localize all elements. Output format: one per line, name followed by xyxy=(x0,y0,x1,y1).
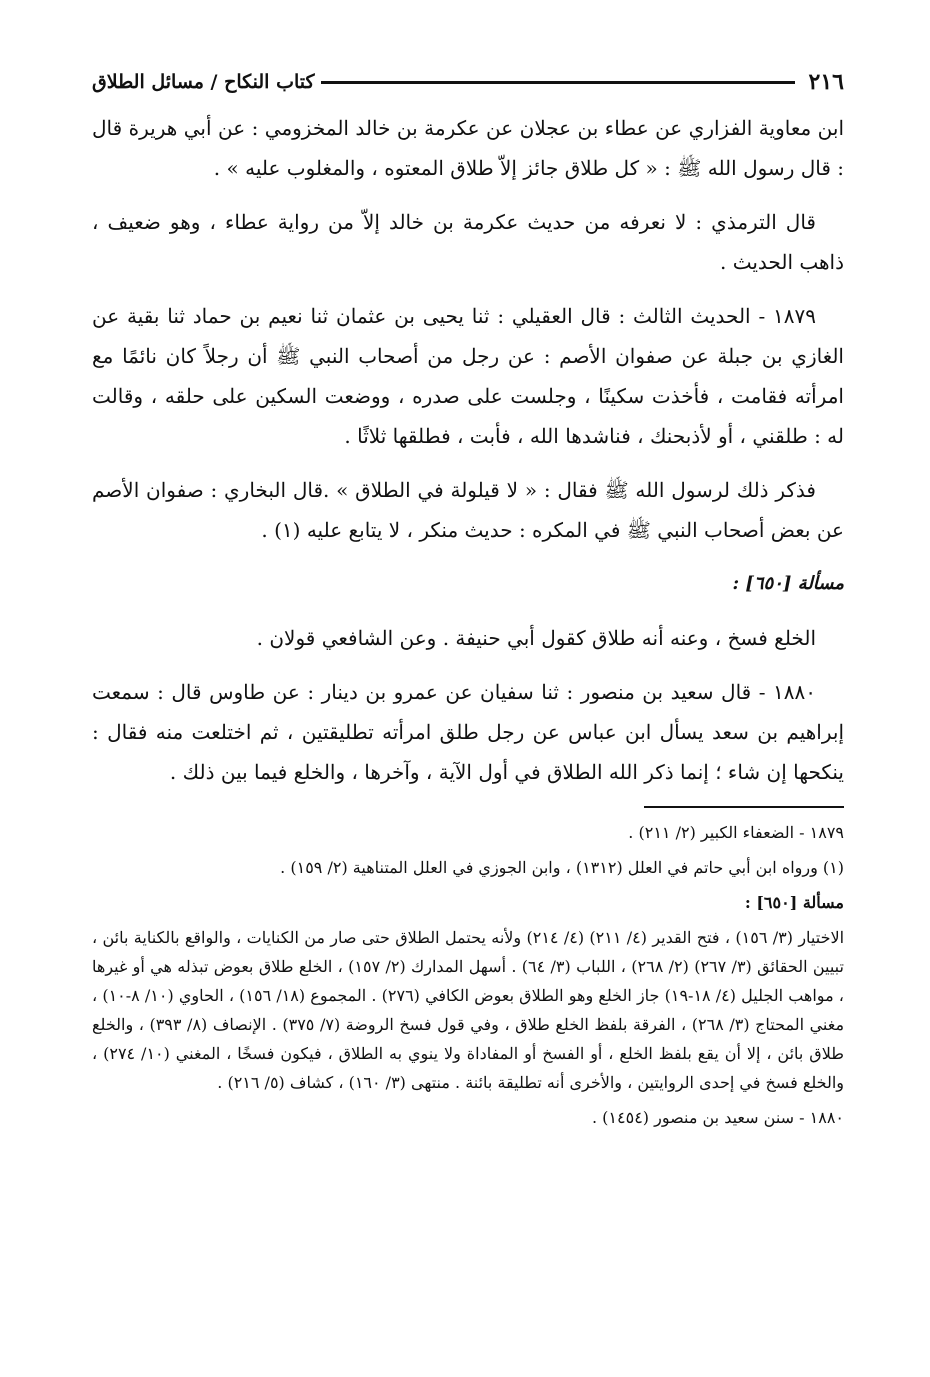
header-rule xyxy=(321,81,795,84)
page-number: ٢١٦ xyxy=(808,69,844,95)
paragraph-tirmidhi: قال الترمذي : لا نعرفه من حديث عكرمة بن خالد إلاّ من رواية عطاء ، وهو ضعيف ، ذاهب الحديث . xyxy=(92,210,844,274)
paragraph-hadith-continuation: ابن معاوية الفزاري عن عطاء بن عجلان عن عكرمة بن خالد المخزومي : عن أبي هريرة قال : قال رسول الله ﷺ : « كل طلاق جائز إلاّ طلاق المعتوه ، والمغلوب عليه » . xyxy=(92,116,844,180)
footnote-separator xyxy=(644,806,844,808)
paragraph-khul: الخلع فسخ ، وعنه أنه طلاق كقول أبي حنيفة . وعن الشافعي قولان . xyxy=(256,626,816,650)
paragraph-bukhari: فذكر ذلك لرسول الله ﷺ فقال : « لا قيلولة في الطلاق » .قال البخاري : صفوان الأصم عن بعض أصحاب النبي ﷺ في المكره : حديث منكر ، لا يتابع عليه (١) . xyxy=(92,478,844,542)
main-text xyxy=(92,108,844,792)
footnote-masala-heading: مسألة [٦٥٠] : xyxy=(744,893,844,912)
book-page xyxy=(92,62,844,1362)
masala-heading: مسألة [٦٥٠] : xyxy=(732,573,844,594)
running-title: كتاب النكاح / مسائل الطلاق xyxy=(92,71,315,93)
footnote-1: (١) ورواه ابن أبي حاتم في العلل (١٣١٢) ، وابن الجوزي في العلل المتناهية (٢/ ١٥٩) . xyxy=(280,858,844,877)
paragraph-hadith-1880: ١٨٨٠ - قال سعيد بن منصور : ثنا سفيان عن عمرو بن دينار : عن طاوس قال : سمعت إبراهيم بن سعد يسأل ابن عباس عن رجل طلق امرأته تطليقتين ، ثم اختلعت منه فقال : ينكحها إن شاء ؛ إنما ذكر الله الطلاق في أول الآية ، وآخرها ، والخلع فيما بين ذلك . xyxy=(92,680,844,784)
footnote-masala-sources: الاختيار (٣/ ١٥٦) ، فتح القدير (٤/ ٢١١) (٤/ ٢١٤) ولأنه يحتمل الطلاق حتى صار من الكنايات ، والواقع بالكناية بائن ، تبيين الحقائق (٣/ ٢٦٧) (٢/ ٢٦٨) ، اللباب (٣/ ٦٤) . أسهل المدارك (٢/ ١٥٧) ، الخلع طلاق بعوض تبذله هي أو غيرها ، مواهب الجليل (٤/ ١٨-١٩) جاز الخلع وهو الطلاق بعوض الكافي (٢٧٦) . المجموع (١٨/ ١٥٦) ، الحاوي (١٠/ ٨-١٠) ، مغني المحتاج (٣/ ٢٦٨) ، الفرقة بلفظ الخلع طلاق ، وفي قول فسخ الروضة (٧/ ٣٧٥) . الإنصاف (٨/ ٣٩٣) ، والخلع طلاق بائن ، إلا أن يقع بلفظ الخلع ، أو الفسخ أو المفاداة ولا ينوي به الطلاق ، فيكون فسخًا ، المغني (١٠/ ٢٧٤) ، والخلع فسخ في إحدى الروايتين ، والأخرى أنه تطليقة بائنة . منتهى (٣/ ١٦٠) ، كشاف (٥/ ٢١٦) . xyxy=(92,928,845,1092)
running-header xyxy=(92,62,844,102)
footnotes xyxy=(92,818,844,1132)
footnote-1880: ١٨٨٠ - سنن سعيد بن منصور (١٤٥٤) . xyxy=(592,1108,844,1127)
footnote-1879: ١٨٧٩ - الضعفاء الكبير (٢/ ٢١١) . xyxy=(628,823,844,842)
paragraph-hadith-1879: ١٨٧٩ - الحديث الثالث : قال العقيلي : ثنا يحيى بن عثمان ثنا نعيم بن حماد ثنا بقية عن الغازي بن جبلة عن صفوان الأصم : عن رجل من أصحاب النبي ﷺ أن رجلاً كان نائمًا مع امرأته فقامت ، فأخذت سكينًا ، وجلست على صدره ، ووضعت السكين على حلقه ، وقالت له : طلقني ، أو لأذبحنك ، فناشدها الله ، فأبت ، فطلقها ثلاثًا . xyxy=(92,304,844,448)
